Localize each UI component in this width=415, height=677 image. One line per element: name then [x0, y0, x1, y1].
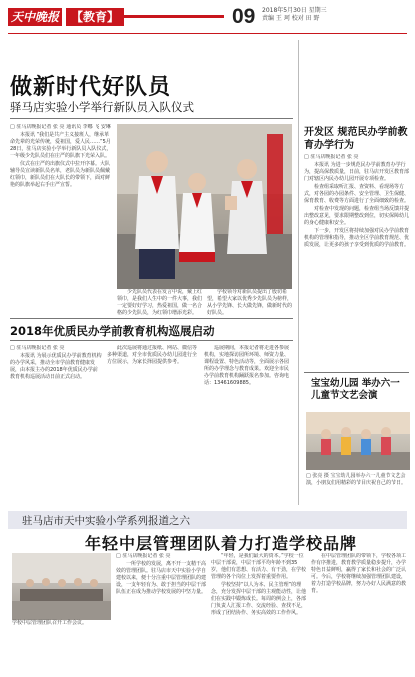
series-paragraph: 一所学校的发展，离不开一支精干高效的管理团队。驻马店市天中实验小学自建校以来，便十分注重中层管理团队的建设，一支年轻有为、敢于担当的中层干部队伍正在成为推动学校发展的中坚力量。: [116, 561, 206, 595]
side-paragraph: 检查组采取听汇报、查资料、看现场等方式，对各园的办园条件、安全管理、卫生保健、保育教育、收费等方面进行了全面细致的检查。: [304, 184, 409, 204]
right-photo: [306, 412, 410, 470]
series-byline: □ 驻马店晚报记者 张 亮: [116, 553, 171, 559]
side-paragraph: 下一步，开发区将持续加强对民办学前教育机构的管理和指导，推动全区学前教育规范、优质发展，让更多的孩子享受到优质的学前教育。: [304, 228, 409, 248]
top-headline: 做新时代好队员: [10, 75, 172, 100]
series-label: 驻马店市天中实验小学系列报道之六: [22, 515, 190, 527]
issue-editors: 责编 王 珂 校对 田 野: [262, 15, 320, 22]
right-caption: □ 张亮 摄 宝宝幼儿园举办六一儿童节文艺会演，小朋友们用精彩的节目庆祝自己的节日。: [306, 473, 407, 486]
right-headline: 宝宝幼儿园 举办六一儿童节文艺会演: [311, 378, 400, 401]
series-paragraph: 学校坚持“以人为本、民主管理”的理念，充分发挥中层干部的主观能动性，让他们在实践中锻炼成长。每周的例会上，各部门负责人汇报工作、交流经验、查找不足，形成了团结协作、务实高效的工作作风。: [211, 582, 306, 616]
top-photo: [117, 124, 292, 289]
divider: [10, 118, 293, 119]
divider: [304, 372, 409, 373]
meeting-room-illustration: [12, 553, 111, 620]
series-paragraph: 在中层管理团队的带领下，学校各项工作有序推进，教育教学质量稳步提升，办学特色日益鲜明，赢得了家长和社会的广泛认可。今后，学校将继续加强管理团队建设，着力打造学校品牌，努力办好人民满意的教育。: [311, 553, 407, 594]
mid-paragraph: 巡展期间，本报记者将走进各参展机构，实地探访园所环境、师资力量、课程设置、特色活动等，全面展示各园所的办学理念与教育成果。欢迎全市民办学前教育机构踊跃报名参加。咨询电话：13461609885。: [204, 345, 290, 386]
top-paragraph: 少先队员代表在发言中说，戴上红领巾，是我们人生中的一件大事，我们一定要好好学习，热爱祖国，做一名合格的少先队员，为红领巾增添光彩。: [117, 289, 202, 316]
mid-byline: □ 驻马店晚报记者 张 亮: [10, 345, 65, 351]
section-label: 【教育】: [66, 8, 124, 26]
top-paragraph: 学校领导对新队员提出了殷切希望，希望大家以优秀少先队员为榜样，从小学先锋、长大做先锋，做新时代的好队员。: [207, 289, 293, 316]
stage-performance-illustration: [306, 412, 410, 470]
series-paragraph: “年轻，是我们最大的资本。”学校一位中层干部说，中层干部平均年龄不到35岁，他们有思想、有活力、有干劲，在学校管理的各个岗位上发挥着重要作用。: [211, 553, 306, 580]
top-story-column-left: [10, 124, 112, 314]
side-byline: □ 驻马店晚报记者 张 亮: [304, 154, 359, 160]
side-headline: 开发区 规范民办学前教育办学行为: [304, 127, 408, 151]
column-divider: [298, 40, 299, 505]
mid-story-column-1: [10, 345, 102, 505]
side-paragraph: 本报讯 为进一步规范民办学前教育办学行为，提高保教质量，日前，驻马店开发区教育部门对辖区内民办幼儿园开展专项检查。: [304, 162, 409, 182]
series-headline: 年轻中层管理团队着力打造学校品牌: [85, 534, 358, 553]
top-subhead: 驿马店实验小学举行新队员入队仪式: [10, 100, 194, 114]
series-column-2: [211, 553, 306, 673]
masthead: [0, 0, 415, 36]
children-ceremony-illustration: [117, 124, 292, 289]
issue-meta: [262, 7, 327, 23]
side-story-body: [304, 154, 409, 304]
mid-story-column-3: [204, 345, 293, 505]
series-column-3: [311, 553, 407, 673]
mid-paragraph: 本报讯 为展示优质民办学前教育机构的办学风采，推动全市学前教育健康发展，由本报主办的2018年优质民办学前教育机构巡展活动日前正式启动。: [10, 353, 102, 380]
masthead-rule: [8, 33, 407, 34]
series-column-1: [116, 553, 206, 673]
divider: [10, 318, 293, 319]
top-paragraph: 本报讯 “我们是共产主义接班人，继承革命先辈的光荣传统，爱祖国，爱人民……”5月28日，驻马店实验小学举行新队员入队仪式，一年级少先队员们在庄严的队旗下光荣入队。: [10, 132, 112, 159]
top-byline: □ 驻马店晚报记者 张 亮 通讯员 李娜 飞 安琳: [10, 124, 111, 130]
top-story-column-right: [207, 289, 293, 317]
masthead-band: [124, 15, 224, 18]
newspaper-logo: 天中晚报: [8, 8, 62, 26]
divider: [10, 340, 293, 341]
issue-date: 2018年5月30日 星期三: [262, 7, 327, 14]
series-photo-caption: 学校中层管理团队召开工作会议。: [12, 620, 88, 626]
side-paragraph: 对检查中发现的问题，检查组当场反馈并提出整改意见，要求限期整改到位，切实保障幼儿的身心健康和安全。: [304, 206, 409, 226]
mid-story-column-2: [107, 345, 199, 505]
top-paragraph: 仪式在庄严的出旗仪式中拉开序幕。大队辅导员宣读新队员名单，老队员为新队员佩戴红领巾，新队员们在大队长的带领下，面对鲜艳的队旗举起右手庄严宣誓。: [10, 161, 111, 188]
series-photo: [12, 553, 111, 620]
mid-headline: 2018年优质民办学前教育机构巡展启动: [10, 324, 215, 338]
mid-paragraph: 此次巡展将通过报纸、网站、微信等多种渠道，对全市优质民办幼儿园进行全方位展示，为家长择园提供参考。: [107, 345, 198, 365]
page-number: 09: [232, 5, 256, 28]
top-story-column-mid: [117, 289, 202, 317]
